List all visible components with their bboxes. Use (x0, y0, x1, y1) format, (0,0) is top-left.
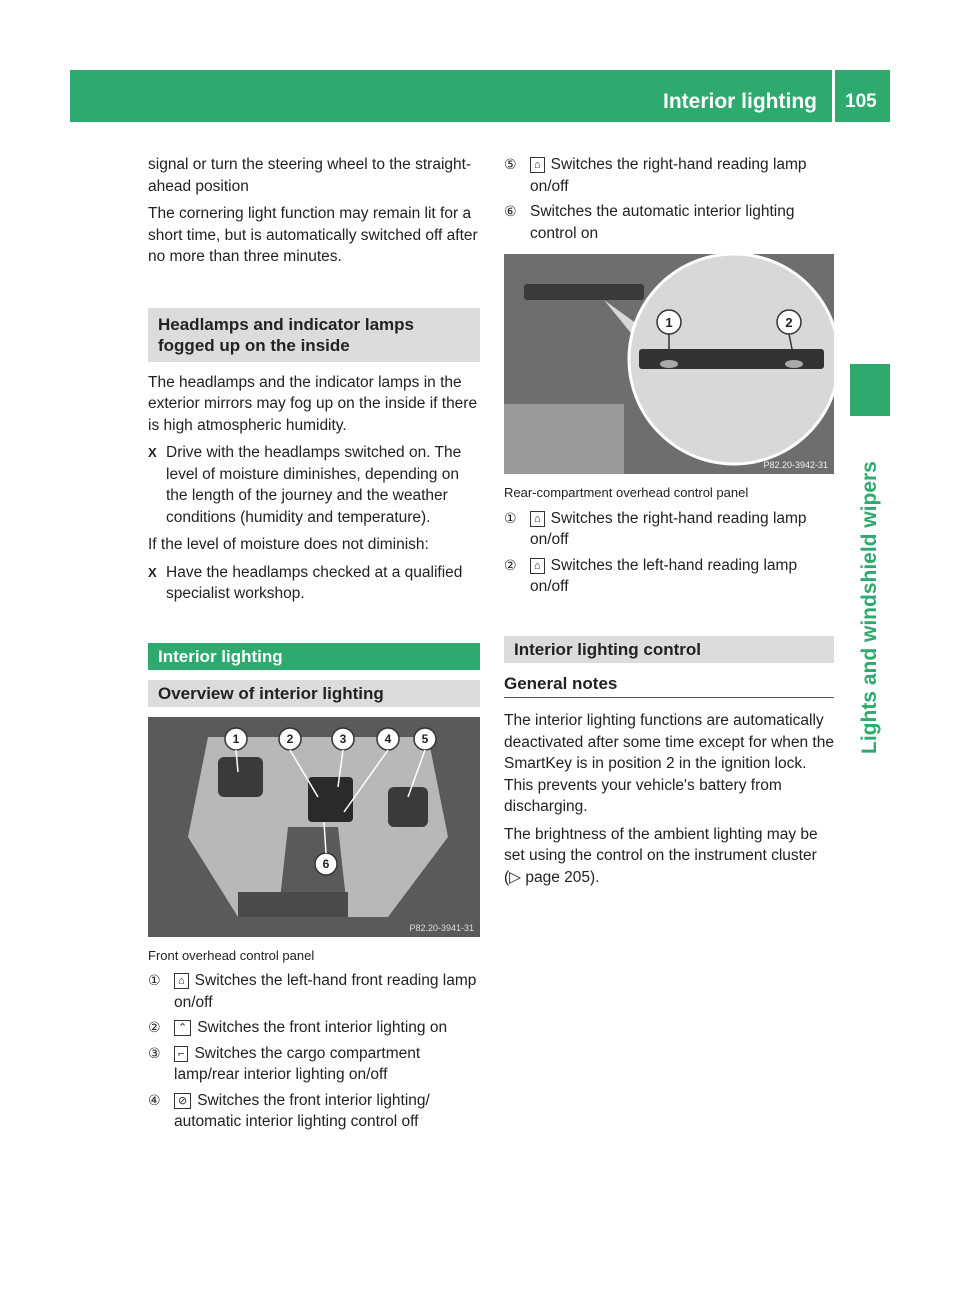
photo-caption: Rear-compartment overhead control panel (504, 485, 749, 500)
interior-light-icon: ⌃ (174, 1020, 191, 1036)
svg-text:4: 4 (384, 731, 392, 746)
front-panel-photo (148, 717, 480, 937)
list-item: ④ ⊘ Switches the front interior lighting/ automatic interior lighting control off (148, 1091, 430, 1130)
photo-caption: Front overhead control panel (148, 947, 315, 963)
photo-code: P82.20-3942-31 (763, 460, 828, 470)
section-heading-fog: Headlamps and indicator lamps fogged up on the inside (148, 308, 480, 362)
paragraph: The cornering light function may remain lit for a short time, but is automatically switched off after no more than three minutes. (148, 205, 478, 265)
reading-lamp-icon: ⌂ (530, 157, 545, 173)
paragraph: If the level of moisture does not diminish: (148, 536, 429, 553)
list-item: ② ⌂ Switches the left-hand reading lamp on/off (504, 556, 798, 595)
svg-text:1: 1 (665, 315, 673, 330)
list-item: ③ ⌐ Switches the cargo compartment lamp/rear interior lighting on/off (148, 1044, 421, 1083)
svg-text:6: 6 (322, 856, 330, 871)
photo-code: P82.20-3941-31 (409, 922, 474, 933)
svg-text:1: 1 (232, 731, 240, 746)
paragraph: signal or turn the steering wheel to the straight-ahead position (148, 156, 472, 195)
lighting-off-icon: ⊘ (174, 1093, 191, 1109)
paragraph: The headlamps and the indicator lamps in the exterior mirrors may fog up on the inside if there is high atmospheric humidity. (148, 373, 478, 434)
list-item: ① ⌂ Switches the left-hand front reading lamp on/off (148, 972, 477, 1011)
arrow-icon: X (148, 564, 157, 580)
left-column (148, 154, 480, 1137)
section-heading-interior: Interior lighting (148, 643, 480, 670)
section-heading-control: Interior lighting control (504, 636, 834, 663)
paragraph: The brightness of the ambient lighting may be set using the control on the instrument cluster (▷ page 205). (504, 825, 818, 886)
paragraph: The interior lighting functions are automatically deactivated after some time except for when the SmartKey is in position 2 in the ignition lock. This prevents your vehicle's battery from discharging. (504, 712, 834, 815)
list-item: ① ⌂ Switches the right-hand reading lamp on/off (504, 509, 807, 548)
reading-lamp-icon: ⌂ (530, 558, 545, 574)
arrow-icon: X (148, 445, 157, 460)
svg-text:3: 3 (339, 731, 347, 746)
page-number: 105 (845, 91, 877, 112)
rear-panel-photo (504, 254, 834, 474)
subsection-heading: General notes (504, 673, 834, 699)
instruction-bullet: X Have the headlamps checked at a qualified specialist workshop. (148, 563, 463, 602)
list-item: ⑤ ⌂ Switches the right-hand reading lamp on/off (504, 156, 807, 195)
right-column (504, 154, 834, 894)
cargo-lamp-icon: ⌐ (174, 1046, 188, 1062)
header-separator (832, 70, 835, 122)
side-tab (850, 364, 890, 416)
svg-text:2: 2 (785, 315, 793, 330)
reading-lamp-icon: ⌂ (174, 973, 189, 989)
list-item: ⑥ Switches the automatic interior lighting control on (504, 203, 795, 242)
reading-lamp-icon: ⌂ (530, 511, 545, 527)
svg-text:2: 2 (286, 731, 294, 746)
section-heading-overview: Overview of interior lighting (148, 680, 480, 707)
side-tab-label: Lights and windshield wipers (858, 461, 881, 754)
instruction-bullet: X Drive with the headlamps switched on. The level of moisture diminishes, depending on the length of the journey and the weather conditions (humidity and temperature). (148, 444, 462, 526)
svg-text:5: 5 (421, 731, 429, 746)
list-item: ② ⌃ Switches the front interior lighting on (148, 1019, 448, 1036)
page-title: Interior lighting (663, 90, 817, 113)
